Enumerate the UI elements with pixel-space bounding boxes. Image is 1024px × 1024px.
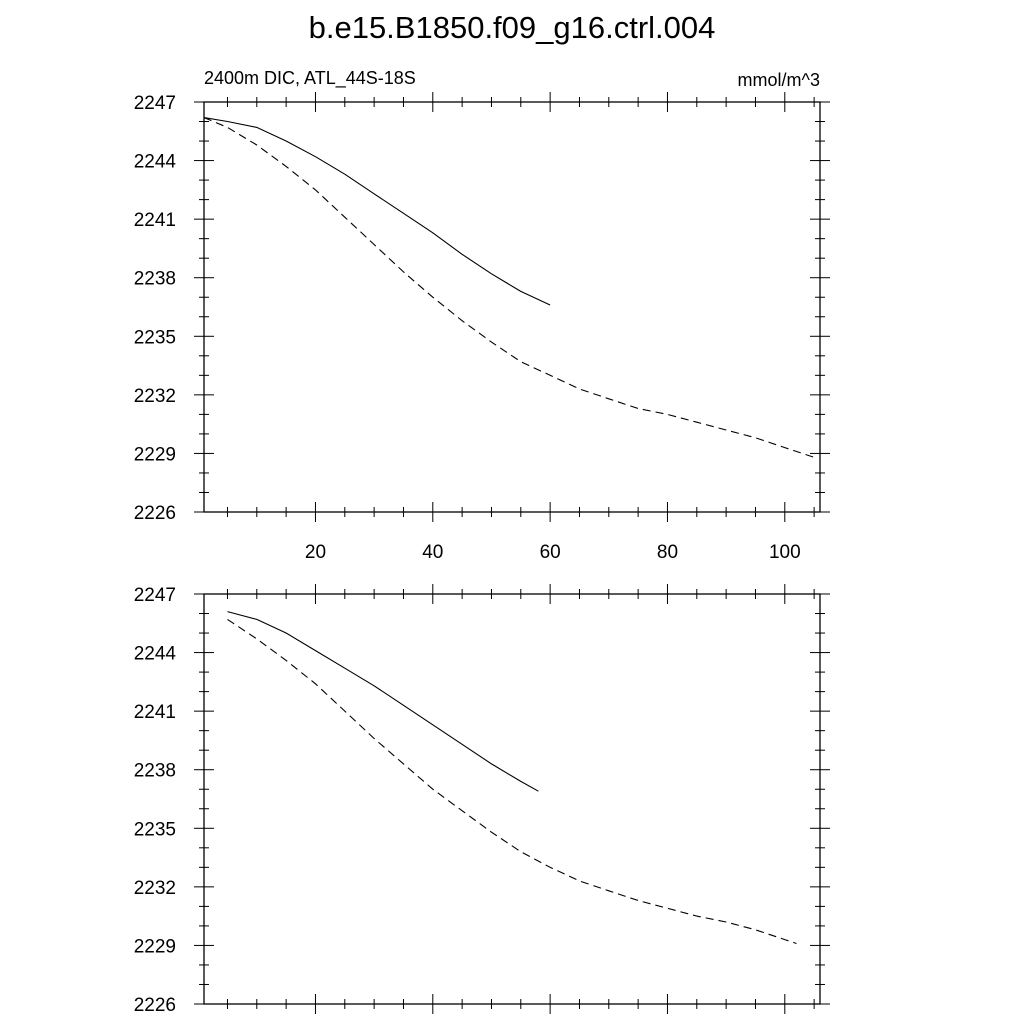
y-tick-label: 2229 bbox=[133, 444, 176, 466]
y-tick-label: 2241 bbox=[133, 702, 176, 724]
panel-top bbox=[134, 68, 830, 563]
panel-left-label: 2400m DIC, ATL_44S-18S bbox=[204, 68, 416, 88]
x-tick-label: 20 bbox=[304, 542, 327, 563]
series-line-solid bbox=[228, 612, 539, 792]
y-tick-label: 2244 bbox=[133, 643, 176, 665]
panel-units-label: mmol/m^3 bbox=[737, 70, 820, 90]
x-tick-label: 40 bbox=[422, 542, 444, 563]
y-tick-label: 2226 bbox=[133, 995, 176, 1016]
figure-title: b.e15.B1850.f09_g16.ctrl.004 bbox=[308, 10, 716, 45]
y-tick-label: 2247 bbox=[133, 585, 176, 606]
x-tick-label: 80 bbox=[656, 542, 679, 563]
y-tick-label: 2241 bbox=[133, 210, 176, 232]
plot-frame bbox=[204, 102, 820, 512]
y-tick-label: 2229 bbox=[133, 936, 176, 958]
y-tick-label: 2226 bbox=[133, 503, 176, 524]
x-tick-label: 60 bbox=[539, 542, 561, 563]
y-tick-label: 2238 bbox=[133, 760, 176, 782]
y-tick-label: 2235 bbox=[133, 819, 176, 841]
y-tick-label: 2244 bbox=[133, 151, 176, 173]
y-tick-label: 2247 bbox=[133, 93, 176, 114]
series-line-solid bbox=[204, 118, 550, 305]
series-line-dashed bbox=[228, 619, 797, 943]
x-tick-label: 100 bbox=[768, 542, 801, 563]
plot-frame bbox=[204, 594, 820, 1004]
y-tick-label: 2238 bbox=[133, 268, 176, 290]
y-tick-label: 2235 bbox=[133, 327, 176, 349]
panel-bottom bbox=[134, 584, 830, 1016]
y-tick-label: 2232 bbox=[133, 877, 176, 899]
y-tick-label: 2232 bbox=[133, 385, 176, 407]
series-line-dashed bbox=[204, 118, 814, 458]
